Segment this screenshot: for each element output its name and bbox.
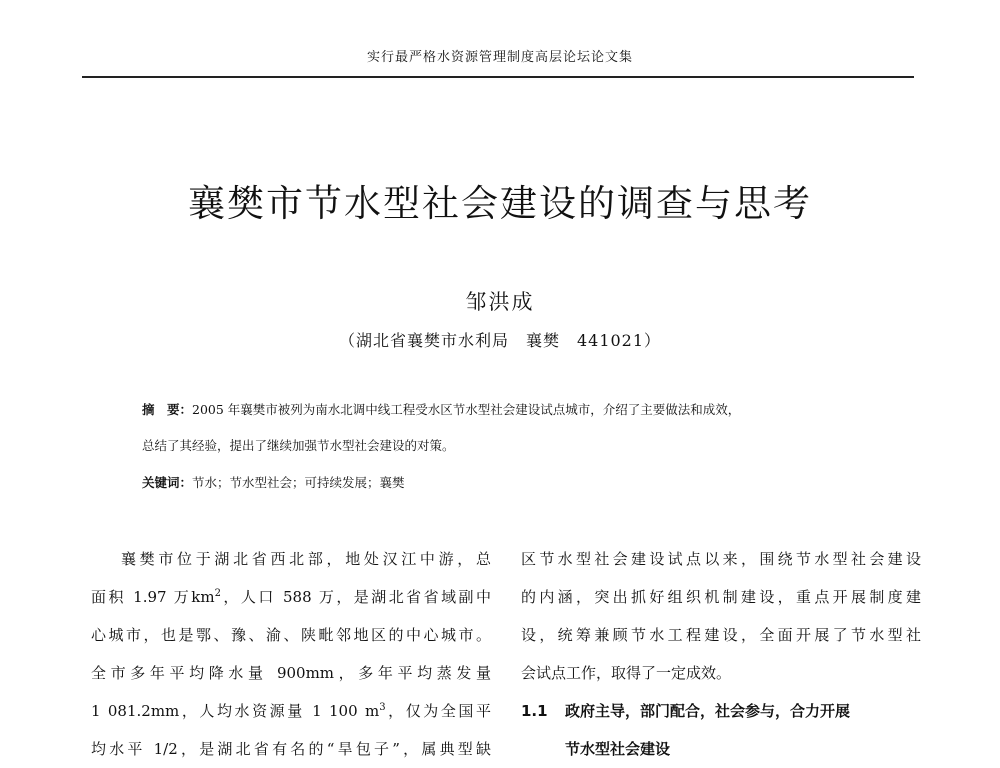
body-column-right: [521, 540, 921, 768]
header-rule: [82, 76, 914, 78]
body-line: [91, 692, 491, 730]
body-line: 心城市，也是鄂、豫、渝、陕毗邻地区的中心城市。: [91, 626, 491, 644]
superscript: 2: [214, 588, 221, 599]
keywords-text: 节水；节水型社会；可持续发展；襄樊: [192, 475, 405, 490]
body-line: 区节水型社会建设试点以来，围绕节水型社会建设: [521, 550, 921, 568]
abstract-line-2: 总结了其经验，提出了继续加强节水型社会建设的对策。: [142, 438, 455, 453]
abstract-line-1: [142, 400, 882, 418]
body-line: 襄樊市位于湖北省西北部，地处汉江中游，总: [121, 550, 491, 568]
body-line: [91, 578, 491, 616]
body-line: 设，统筹兼顾节水工程建设，全面开展了节水型社: [521, 626, 921, 644]
keywords: [142, 473, 882, 491]
author-affiliation: （湖北省襄樊市水利局 襄樊 441021）: [338, 331, 662, 350]
body-text: 1 081.2mm，人均水资源量 1 100 m: [91, 702, 380, 720]
running-header: 实行最严格水资源管理制度高层论坛论文集: [366, 50, 633, 65]
body-text: ，人口 588 万，是湖北省省域副中: [220, 588, 492, 606]
body-line: 全市多年平均降水量 900mm，多年平均蒸发量: [91, 664, 491, 682]
body-line: 均水平 1/2，是湖北省有名的“旱包子”，属典型缺: [91, 740, 491, 758]
body-text: 面积 1.97 万km: [91, 588, 215, 606]
body-column-left: [91, 540, 491, 768]
body-line: 的内涵，突出抓好组织机制建设，重点开展制度建: [521, 588, 921, 606]
abstract-label: 摘 要：: [142, 402, 193, 417]
section-number: 1.1: [521, 702, 548, 720]
author-name: 邹洪成: [465, 290, 535, 314]
keywords-label: 关键词：: [142, 475, 193, 490]
paper-title: 襄樊市节水型社会建设的调查与思考: [188, 181, 812, 225]
section-heading: [521, 692, 921, 730]
section-title: 政府主导，部门配合，社会参与，合力开展: [565, 702, 851, 720]
abstract-text-1: 2005 年襄樊市被列为南水北调中线工程受水区节水型社会建设试点城市，介绍了主要做法和成效，: [192, 402, 741, 417]
body-text: ，仅为全国平: [385, 702, 491, 720]
section-heading-continued: 节水型社会建设: [565, 740, 671, 758]
body-line: 会试点工作，取得了一定成效。: [521, 664, 732, 682]
superscript: 3: [379, 702, 386, 713]
